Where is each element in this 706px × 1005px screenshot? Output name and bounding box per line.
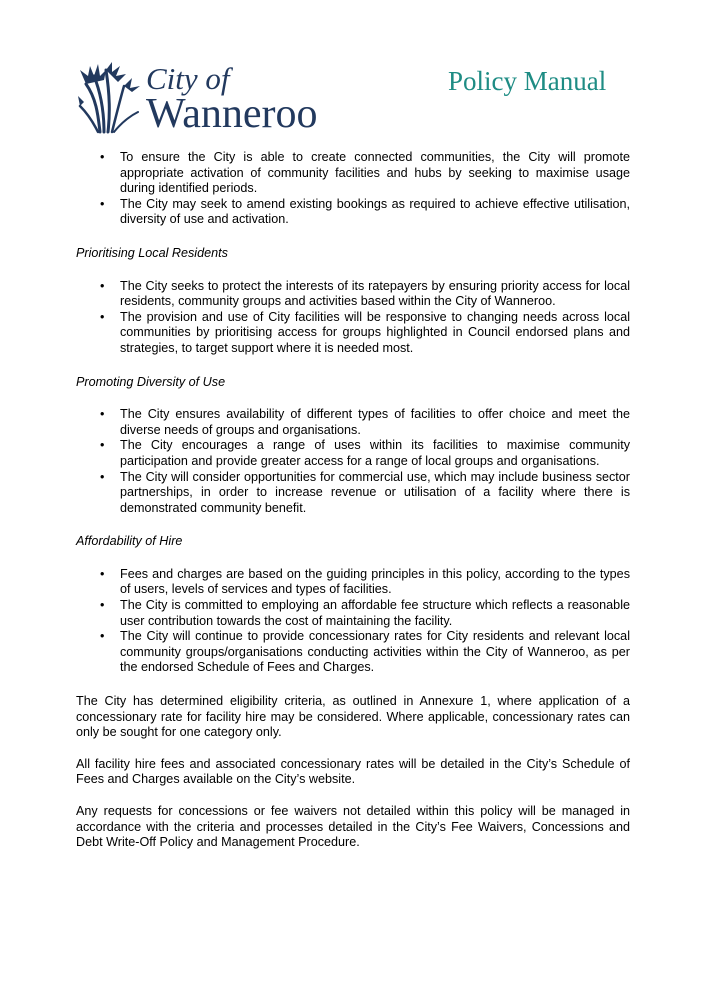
- section-heading-affordability: Affordability of Hire: [76, 534, 183, 549]
- bullet-icon: •: [100, 469, 105, 484]
- bullet-icon: •: [100, 598, 105, 613]
- affordability-bullet-list: [76, 567, 630, 676]
- prioritising-bullet-list: [76, 279, 630, 357]
- list-item: [76, 567, 630, 598]
- bullet-icon: •: [100, 407, 105, 422]
- bullet-icon: •: [100, 278, 105, 293]
- bullet-icon: •: [100, 629, 105, 644]
- logo-name-text: Wanneroo: [146, 91, 318, 137]
- list-item-text: To ensure the City is able to create connected communities, the City will promote appropriate activation of community facilities and hubs by seeking to maximise usage during identified periods.: [120, 150, 630, 196]
- list-item: [76, 197, 630, 228]
- section-heading-diversity: Promoting Diversity of Use: [76, 374, 226, 389]
- list-item: [76, 279, 630, 310]
- list-item-text: The City ensures availability of different types of facilities to offer choice and meet the diverse needs of groups and organisations.: [120, 407, 630, 437]
- section-heading-prioritising: Prioritising Local Residents: [76, 245, 228, 260]
- logo-city-text: City of: [146, 61, 230, 96]
- list-item-text: The City may seek to amend existing bookings as required to achieve effective utilisation, diversity of use and activation.: [120, 196, 630, 227]
- list-item-text: The City will continue to provide concessionary rates for City residents and relevant local community groups/organisations conducting activities within the City of Wanneroo, as per the endorsed Schedule of Fees and Charges.: [120, 629, 630, 675]
- list-item-text: The City is committed to employing an affordable fee structure which reflects a reasonable user contribution towards the cost of maintaining the facility.: [120, 598, 630, 628]
- list-item-text: The provision and use of City facilities will be responsive to changing needs across local communities by prioritising access for groups highlighted in Council endorsed plans and strategies, to target support where it is needed most.: [120, 309, 630, 355]
- list-item-text: The City will consider opportunities for commercial use, which may include business sector partnerships, in order to increase revenue or utilisation of a facility where there is demonstrated community benefit.: [120, 469, 630, 515]
- bullet-icon: •: [100, 566, 105, 581]
- list-item: [76, 470, 630, 517]
- list-item-text: Fees and charges are based on the guiding principles in this policy, according to the types of users, levels of services and types of facilities.: [120, 566, 630, 597]
- document-body: [76, 150, 630, 851]
- bird-of-paradise-logo-icon: [78, 62, 142, 134]
- diversity-bullet-list: [76, 407, 630, 516]
- bullet-icon: •: [100, 309, 105, 324]
- page-header: [0, 0, 706, 140]
- list-item: [76, 150, 630, 197]
- fee-waivers-paragraph: Any requests for concessions or fee waivers not detailed within this policy will be managed in accordance with the criteria and processes detailed in the City’s Fee Waivers, Concessions and Debt Write-Off Policy and Management Procedure.: [76, 804, 630, 850]
- list-item: [76, 438, 630, 469]
- list-item-text: The City encourages a range of uses within its facilities to maximise community participation and provide greater access for a range of local groups and organisations.: [120, 438, 630, 468]
- bullet-icon: •: [100, 438, 105, 453]
- list-item: [76, 629, 630, 676]
- bullet-icon: •: [100, 150, 105, 164]
- fees-schedule-paragraph: All facility hire fees and associated concessionary rates will be detailed in the City’s Schedule of Fees and Charges available on the City’s website.: [76, 756, 630, 787]
- list-item: [76, 407, 630, 438]
- bullet-icon: •: [100, 196, 105, 211]
- list-item-text: The City seeks to protect the interests of its ratepayers by ensuring priority access for local residents, community groups and activities based within the City of Wanneroo.: [120, 278, 630, 309]
- policy-manual-title: Policy Manual: [448, 66, 607, 96]
- eligibility-paragraph: The City has determined eligibility criteria, as outlined in Annexure 1, where application of a concessionary rate for facility hire may be considered. Where applicable, concessionary rates can only be sought for one category only.: [76, 694, 630, 740]
- list-item: [76, 598, 630, 629]
- city-of-wanneroo-logo: [78, 61, 328, 137]
- list-item: [76, 310, 630, 357]
- intro-bullet-list: [76, 150, 630, 228]
